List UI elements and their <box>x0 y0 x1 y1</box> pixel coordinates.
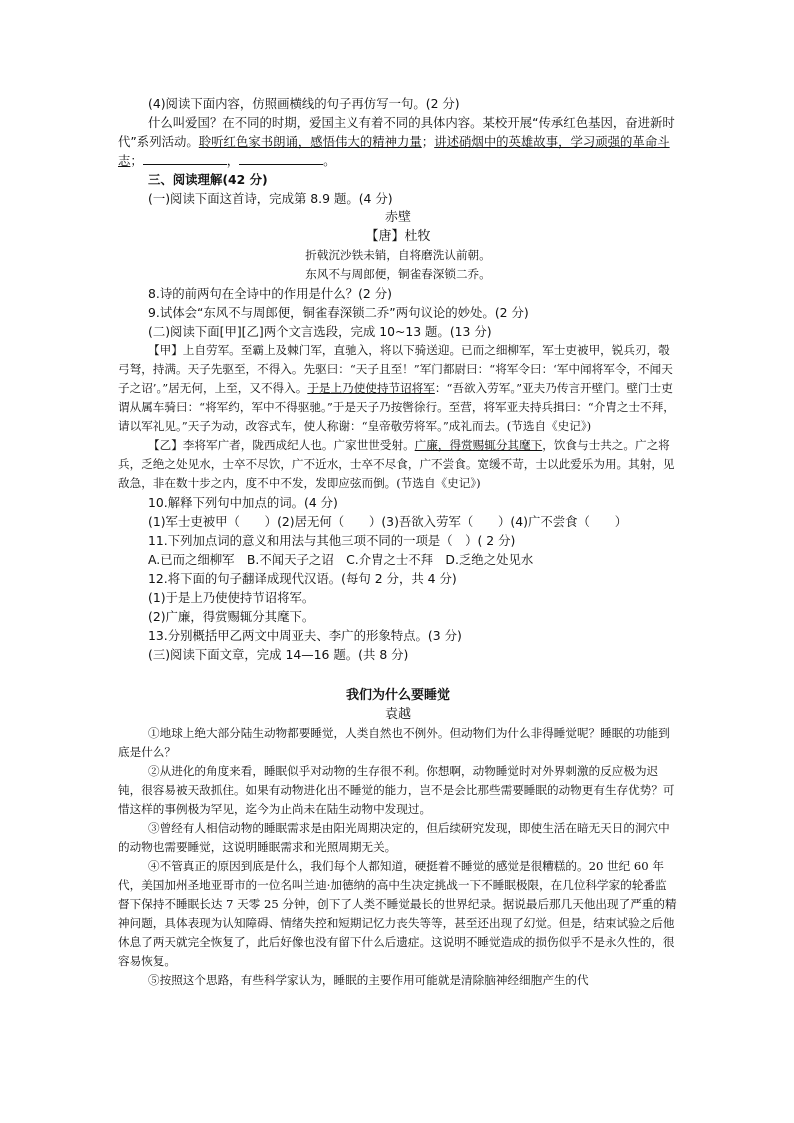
q4-separator-1: ； <box>421 134 435 149</box>
question-10-prompt: 10.解释下列句中加点的词。(4 分) <box>148 495 338 510</box>
q4-prompt: (4)阅读下面内容，仿照画横线的句子再仿写一句。(2 分) <box>148 96 460 111</box>
question-13: 13.分别概括甲乙两文中周亚夫、李广的形象特点。(3 分) <box>148 628 462 643</box>
section-3-heading: 三、阅读理解(42 分) <box>148 172 268 187</box>
poem-author: 【唐】杜牧 <box>365 229 431 244</box>
poem-line-1: 折戟沉沙铁未销，自将磨洗认前朝。 <box>305 248 491 262</box>
page-content <box>118 94 678 990</box>
passage-jia-part-2: ：“吾欲入劳军。”亚夫乃传言开壁门。壁门士吏谓从属车骑曰：“将军约，军中不得驱驰。”于是天子乃按辔徐行。至营，将军亚夫持兵揖曰：“介胄之士不拜，请以军礼见。”天子为动，改容式车，使人称谢：“皇帝敬劳将军。”成礼而去。(节选自《史记》) <box>118 381 675 433</box>
article-paragraph-2: ②从进化的角度来看，睡眠似乎对动物的生存很不利。你想啊，动物睡觉时对外界刺激的反应极为迟钝，很容易被天敌抓住。如果有动物进化出不睡觉的能力，岂不是会比那些需要睡眠的动物更有生存优势？可惜这样的事例极为罕见，迄今为止尚未在陆生动物中发现过。 <box>118 764 675 816</box>
q4-text-before: 什么叫爱国？在不同的时期，爱国主义有着不同的具体内容。某校开展“传承红色基因，奋进新时代”系列活动。 <box>118 115 675 149</box>
q4-end: 。 <box>323 153 336 168</box>
question-10-items: (1)军士吏被甲（ ）(2)居无何（ ）(3)吾欲入劳军（ ）(4)广不尝食（ ） <box>148 514 628 529</box>
q4-text <box>118 113 678 170</box>
passage-yi-part-2: ，饮食与士共之。广之将兵，乏绝之处见水，士卒不尽饮，广不近水，士卒不尽食，广不尝食。宽缓不苛，士以此爱乐为用。其射，见敌急，非在数十步之内，度不中不发，发即应弦而倒。(节选自《史记》) <box>118 438 675 490</box>
q4-sentence-1: 聆听红色家书朗诵，感悟伟大的精神力量 <box>198 134 422 149</box>
poem-title: 赤壁 <box>384 210 411 225</box>
q4-sentence-2: 讲述硝烟中的英雄故事，学习顽强的革命斗志 <box>118 134 670 168</box>
question-12-sentence-2: (2)广廉，得赏赐辄分其麾下。 <box>148 609 315 624</box>
poem-line-2: 东风不与周郎便，铜雀春深锁二乔。 <box>305 267 491 281</box>
question-12-prompt: 12.将下面的句子翻译成现代汉语。(每句 2 分，共 4 分) <box>148 571 457 586</box>
modern-section-heading: (三)阅读下面文章，完成 14—16 题。(共 8 分) <box>148 647 409 662</box>
passage-yi-part-1: 【乙】李将军广者，陇西成纪人也。广家世世受射。 <box>148 438 415 452</box>
passage-jia-underlined: 于是上乃使使持节诏将军 <box>307 381 435 395</box>
q4-answer-blank-1[interactable] <box>143 153 227 165</box>
classical-section-heading: (二)阅读下面[甲][乙]两个文言选段，完成 10~13 题。(13 分) <box>148 324 492 339</box>
question-11-options: A.已而之细柳军 B.不闻天子之诏 C.介胄之士不拜 D.乏绝之处见水 <box>148 552 534 567</box>
article-paragraph-3: ③曾经有人相信动物的睡眠需求是由阳光周期决定的，但后续研究发现，即使生活在暗无天日的洞穴中的动物也需要睡觉，这说明睡眠需求和光照周期无关。 <box>118 821 670 854</box>
passage-jia <box>118 341 678 436</box>
poem-section-heading: (一)阅读下面这首诗，完成第 8.9 题。(4 分) <box>148 191 393 206</box>
question-11-prompt: 11.下列加点词的意义和用法与其他三项不同的一项是（ ）( 2 分) <box>148 533 516 548</box>
question-8: 8.诗的前两句在全诗中的作用是什么？(2 分) <box>148 286 392 301</box>
question-9: 9.试体会“东风不与周郎便，铜雀春深锁二乔”两句议论的妙处。(2 分) <box>148 305 529 320</box>
question-12-sentence-1: (1)于是上乃使使持节诏将军。 <box>148 590 315 605</box>
article-paragraph-4: ④不管真正的原因到底是什么，我们每个人都知道，硬挺着不睡觉的感觉是很糟糕的。20 世纪 60 年代，美国加州圣地亚哥市的一位名叫兰迪·加德纳的高中生决定挑战一下不睡眠极限，在几位科学家的轮番监督下保持不睡眠长达 7 天零 25 分钟，创下了人类不睡觉最长的世界纪录。据说最后那几天他出现了严重的精神问题，具体表现为认知障碍、情绪失控和短期记忆力丧失等等，甚至还出现了幻觉。但是，结束试验之后他休息了两天就完全恢复了，此后好像也没有留下什么后遗症。这说明不睡觉造成的损伤似乎不是永久性的，很容易恢复。 <box>118 859 677 968</box>
passage-yi-underlined: 广廉，得赏赐辄分其麾下 <box>414 438 543 452</box>
passage-yi <box>118 436 678 493</box>
article-paragraph-5: ⑤按照这个思路，有些科学家认为，睡眠的主要作用可能就是清除脑神经细胞产生的代 <box>148 973 589 987</box>
passage-jia-part-1: 【甲】上自劳军。至霸上及棘门军，直驰入，将以下骑送迎。已而之细柳军，军士吏被甲，锐兵刃，彀弓弩，持满。天子先驱至，不得入。先驱曰：“天子且至！”军门都尉曰：“将军令曰：‘军中闻将军令，不闻天子之诏’。”居无何，上至，又不得入。 <box>118 343 673 395</box>
q4-separator-2: ； <box>130 153 143 168</box>
q4-separator-3: ， <box>226 153 240 168</box>
article-paragraph-1: ①地球上绝大部分陆生动物都要睡觉，人类自然也不例外。但动物们为什么非得睡觉呢？睡眠的功能到底是什么？ <box>118 726 670 759</box>
q4-answer-blank-2[interactable] <box>239 153 323 165</box>
article-title: 我们为什么要睡觉 <box>345 688 450 703</box>
article-author: 袁越 <box>384 707 411 722</box>
